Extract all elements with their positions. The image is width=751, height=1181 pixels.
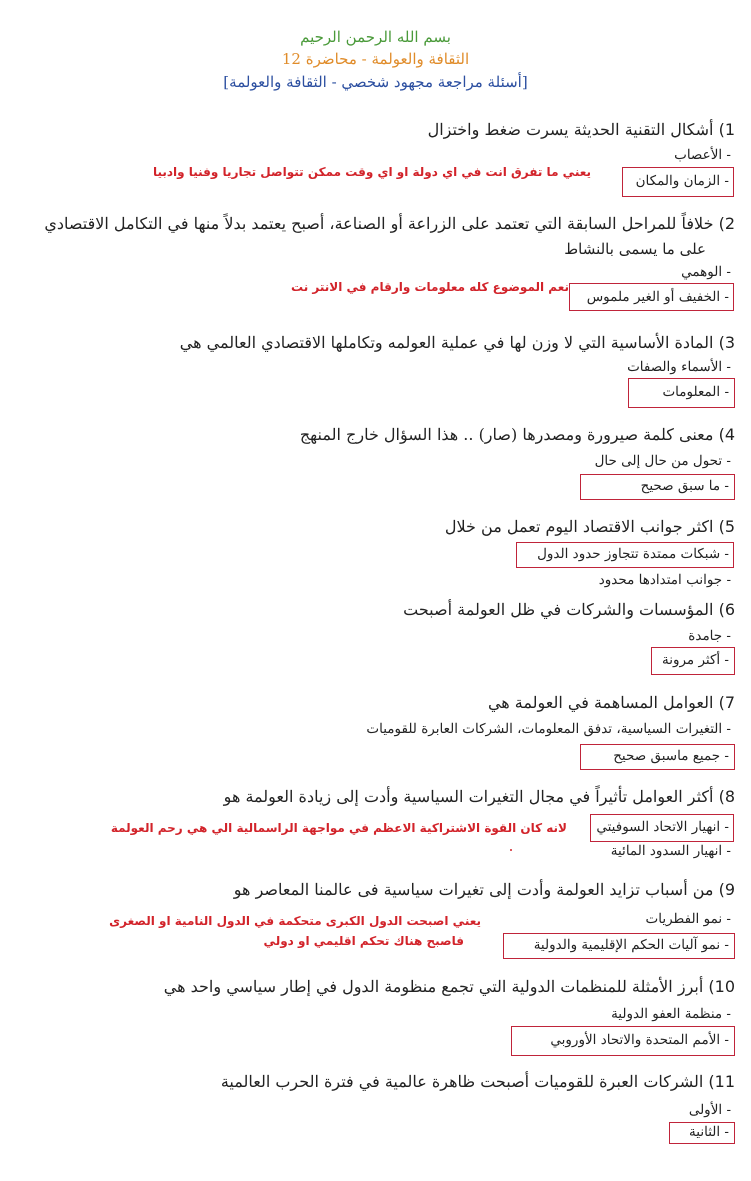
question-number: 6) — [718, 600, 735, 619]
option: - الأعصاب — [674, 147, 731, 163]
correct-answer: - أكثر مرونة — [661, 652, 729, 668]
option: - التغيرات السياسية، تدفق المعلومات، الشركات العابرة للقوميات — [366, 721, 731, 737]
question-number: 5) — [718, 517, 735, 536]
basmala-heading: بسم الله الرحمن الرحيم — [300, 28, 451, 46]
correct-answer: - ما سبق صحيح — [640, 478, 729, 494]
question-text: اكثر جوانب الاقتصاد اليوم تعمل من خلال — [444, 517, 714, 536]
source-heading: [أسئلة مراجعة مجهود شخصي - الثقافة والعولمة] — [223, 73, 528, 91]
correct-answer: - انهيار الاتحاد السوفيتي — [596, 819, 729, 835]
option: - نمو الفطريات — [645, 911, 731, 927]
question-5 — [445, 517, 735, 536]
question-4 — [300, 425, 735, 444]
option: - الأولى — [688, 1102, 731, 1118]
question-number: 8) — [718, 787, 735, 806]
option: - انهيار السدود المائية — [610, 843, 731, 859]
question-text: أكثر العوامل تأثيراً في مجال التغيرات السياسية وأدت إلى زيادة العولمة هو — [223, 787, 714, 806]
question-text: أشكال التقنية الحديثة يسرت ضغط واختزال — [427, 120, 714, 139]
stray-dot — [510, 849, 512, 851]
question-number: 4) — [718, 425, 735, 444]
question-number: 2) — [718, 214, 735, 233]
question-1 — [428, 120, 735, 139]
question-10 — [164, 977, 735, 996]
option: - الأسماء والصفات — [627, 359, 731, 375]
question-text: العوامل المساهمة في العولمة هي — [487, 693, 714, 712]
annotation-note: يعني اصبحت الدول الكبرى متحكمة في الدول النامية او الصغرى — [109, 914, 481, 928]
correct-answer: - شبكات ممتدة تتجاوز حدود الدول — [537, 546, 729, 562]
question-text: المادة الأساسية التي لا وزن لها في عملية العولمه وتكاملها الاقتصادي العالمي هي — [179, 333, 714, 352]
correct-answer: - نمو آليات الحكم الإقليمية والدولية — [533, 937, 729, 953]
question-text: أبرز الأمثلة للمنظمات الدولية التي تجمع منظومة الدول في إطار سياسي واحد هي — [163, 977, 704, 996]
question-11 — [221, 1072, 735, 1091]
correct-answer: - جميع ماسبق صحيح — [613, 748, 729, 764]
question-text: المؤسسات والشركات في ظل العولمة أصبحت — [403, 600, 714, 619]
option: - جامدة — [688, 628, 731, 644]
correct-answer: - الثانية — [689, 1124, 729, 1140]
correct-answer: - الخفيف أو الغير ملموس — [586, 289, 729, 305]
option: - منظمة العفو الدولية — [611, 1006, 731, 1022]
question-number: 1) — [718, 120, 735, 139]
option: - تحول من حال إلى حال — [594, 453, 731, 469]
question-text: الشركات العبرة للقوميات أصبحت ظاهرة عالمية في فترة الحرب العالمية — [220, 1072, 704, 1091]
annotation-note: يعني ما تفرق انت في اي دولة او اي وقت ممكن تتواصل تجاريا وفنيا وادبيا — [152, 165, 591, 179]
correct-answer: - الزمان والمكان — [635, 173, 729, 189]
annotation-note: فاصبح هناك تحكم اقليمي او دولي — [263, 934, 464, 948]
lecture-subtitle: الثقافة والعولمة - محاضرة 12 — [281, 50, 470, 68]
question-number: 7) — [718, 693, 735, 712]
question-8 — [224, 787, 735, 806]
question-text: من أسباب تزايد العولمة وأدت إلى تغيرات سياسية فى عالمنا المعاصر هو — [233, 880, 714, 899]
correct-answer: - الأمم المتحدة والاتحاد الأوروبي — [550, 1032, 729, 1048]
question-9 — [234, 880, 735, 899]
correct-answer: - المعلومات — [662, 384, 729, 400]
question-6 — [403, 600, 735, 619]
option: - جوانب امتدادها محدود — [598, 572, 731, 588]
annotation-note: لانه كان القوة الاشتراكية الاعظم في مواجهة الراسمالية الي هي رحم العولمة — [110, 821, 567, 835]
question-text: معنى كلمة صيرورة ومصدرها (صار) .. هذا السؤال خارج المنهج — [299, 425, 714, 444]
question-7 — [488, 693, 735, 712]
question-number: 3) — [718, 333, 735, 352]
question-number: 9) — [718, 880, 735, 899]
question-2-continued: على ما يسمى بالنشاط — [564, 240, 706, 258]
question-text: خلافاً للمراحل السابقة التي تعتمد على الزراعة أو الصناعة، أصبح يعتمد بدلاً منها في التكامل الاقتصادي — [44, 214, 714, 233]
question-3 — [180, 333, 735, 352]
option: - الوهمي — [681, 264, 731, 280]
annotation-note: نعم الموضوع كله معلومات وارقام في الانتر نت — [291, 280, 569, 294]
question-number: 10) — [708, 977, 735, 996]
question-number: 11) — [708, 1072, 735, 1091]
question-2 — [44, 214, 735, 233]
